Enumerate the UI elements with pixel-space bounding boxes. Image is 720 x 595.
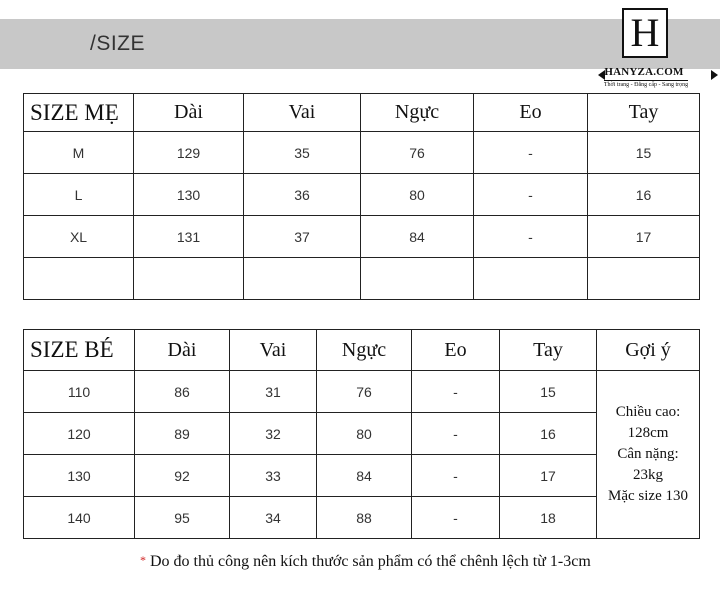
mom-cell-shoulder: 36 xyxy=(244,174,361,216)
banner-title: /SIZE xyxy=(90,32,146,55)
footnote xyxy=(140,553,591,571)
mom-cell-size: L xyxy=(24,174,134,216)
footnote-asterisk-icon: * xyxy=(140,553,146,567)
mom-cell-chest xyxy=(361,258,474,300)
kid-cell-waist: - xyxy=(412,371,500,413)
mom-header-waist: Eo xyxy=(474,94,588,132)
logo-tagline: Thời trang - Đẳng cấp - Sang trọng xyxy=(603,82,689,88)
mom-header-length: Dài xyxy=(134,94,244,132)
kid-header-row xyxy=(24,330,700,371)
suggestion-height-value: 128cm xyxy=(627,425,669,441)
mom-cell-shoulder: 35 xyxy=(244,132,361,174)
mom-cell-waist: - xyxy=(474,174,588,216)
brand-logo xyxy=(596,8,692,92)
kid-cell-size: 130 xyxy=(24,455,135,497)
kid-cell-length: 95 xyxy=(135,497,230,539)
kid-header-length: Dài xyxy=(135,330,230,371)
mom-cell-size: M xyxy=(24,132,134,174)
mom-header-size: SIZE MẸ xyxy=(24,94,134,132)
mom-header-row xyxy=(24,94,700,132)
kid-cell-chest: 88 xyxy=(317,497,412,539)
kid-cell-chest: 80 xyxy=(317,413,412,455)
kid-cell-chest: 76 xyxy=(317,371,412,413)
kid-cell-size: 120 xyxy=(24,413,135,455)
mom-size-table xyxy=(23,93,700,300)
kid-header-chest: Ngực xyxy=(317,330,412,371)
mom-cell-sleeve: 17 xyxy=(588,216,700,258)
kid-cell-size: 140 xyxy=(24,497,135,539)
table-row xyxy=(24,371,700,413)
kid-cell-shoulder: 31 xyxy=(230,371,317,413)
table-row xyxy=(24,174,700,216)
kid-cell-shoulder: 34 xyxy=(230,497,317,539)
mom-cell-chest: 76 xyxy=(361,132,474,174)
suggestion-weight-label: Cân nặng: xyxy=(617,446,679,462)
kid-header-sleeve: Tay xyxy=(500,330,597,371)
table-row-empty xyxy=(24,258,700,300)
footnote-text: Do đo thủ công nên kích thước sản phẩm có thể chênh lệch từ 1-3cm xyxy=(150,553,591,570)
suggestion-size: Mặc size 130 xyxy=(608,488,688,504)
mom-cell-length: 131 xyxy=(134,216,244,258)
kid-cell-shoulder: 33 xyxy=(230,455,317,497)
suggestion-note xyxy=(597,371,700,539)
mom-header-sleeve: Tay xyxy=(588,94,700,132)
kid-cell-length: 89 xyxy=(135,413,230,455)
kid-cell-waist: - xyxy=(412,413,500,455)
kid-cell-sleeve: 18 xyxy=(500,497,597,539)
mom-cell-sleeve: 16 xyxy=(588,174,700,216)
mom-cell-length: 130 xyxy=(134,174,244,216)
kid-cell-size: 110 xyxy=(24,371,135,413)
mom-cell-waist: - xyxy=(474,132,588,174)
mom-cell-size: XL xyxy=(24,216,134,258)
mom-cell-chest: 84 xyxy=(361,216,474,258)
mom-cell-chest: 80 xyxy=(361,174,474,216)
kid-cell-length: 86 xyxy=(135,371,230,413)
kid-cell-shoulder: 32 xyxy=(230,413,317,455)
kid-cell-sleeve: 16 xyxy=(500,413,597,455)
kid-header-size: SIZE BÉ xyxy=(24,330,135,371)
logo-name: HANYZA.COM xyxy=(604,66,684,78)
kid-cell-sleeve: 17 xyxy=(500,455,597,497)
kid-header-suggestion: Gợi ý xyxy=(597,330,700,371)
logo-divider xyxy=(604,80,688,81)
table-row xyxy=(24,132,700,174)
kid-cell-sleeve: 15 xyxy=(500,371,597,413)
kid-cell-waist: - xyxy=(412,497,500,539)
mom-cell-shoulder xyxy=(244,258,361,300)
mom-cell-sleeve xyxy=(588,258,700,300)
mom-cell-waist: - xyxy=(474,216,588,258)
kid-cell-length: 92 xyxy=(135,455,230,497)
mom-cell-waist xyxy=(474,258,588,300)
kid-cell-waist: - xyxy=(412,455,500,497)
suggestion-weight-value: 23kg xyxy=(633,467,663,483)
mom-cell-length xyxy=(134,258,244,300)
kid-header-waist: Eo xyxy=(412,330,500,371)
table-row xyxy=(24,216,700,258)
kid-header-shoulder: Vai xyxy=(230,330,317,371)
suggestion-height-label: Chiều cao: xyxy=(615,404,681,420)
mom-cell-size xyxy=(24,258,134,300)
mom-cell-shoulder: 37 xyxy=(244,216,361,258)
logo-arrow-right-icon xyxy=(711,70,718,80)
mom-header-shoulder: Vai xyxy=(244,94,361,132)
kid-cell-chest: 84 xyxy=(317,455,412,497)
mom-header-chest: Ngực xyxy=(361,94,474,132)
mom-cell-length: 129 xyxy=(134,132,244,174)
kid-size-table xyxy=(23,329,700,539)
mom-cell-sleeve: 15 xyxy=(588,132,700,174)
logo-letter: H xyxy=(622,8,668,58)
